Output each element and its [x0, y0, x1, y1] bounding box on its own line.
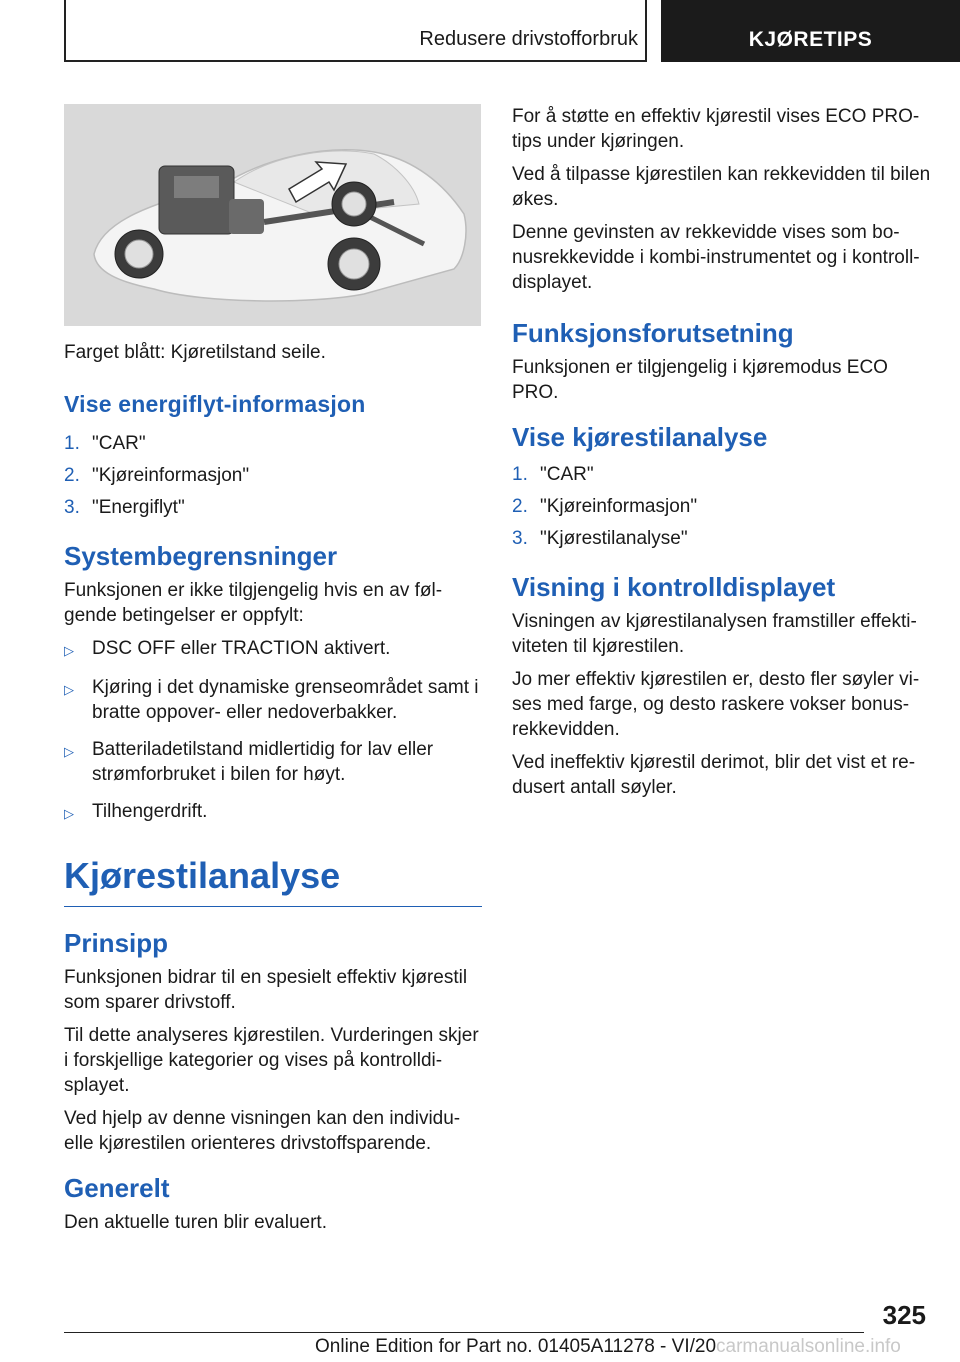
- triangle-bullet-icon: ▷: [64, 806, 74, 821]
- figure-caption: Farget blått: Kjøretilstand seile.: [64, 342, 326, 363]
- list-item: [64, 675, 482, 725]
- step-text: "Energiflyt": [92, 497, 185, 518]
- list-item: [64, 492, 482, 524]
- footer-edition: [315, 1336, 935, 1358]
- step-number: 3.: [512, 528, 528, 549]
- list-item: [512, 523, 932, 555]
- footer-divider: [64, 1332, 864, 1333]
- requirement-paragraph: Funksjonen er tilgjengelig i kjøremodus ECO PRO.: [512, 357, 888, 403]
- car-drivetrain-icon: [64, 104, 481, 326]
- left-column: [64, 104, 482, 1243]
- right-column: [512, 104, 932, 808]
- display-paragraph-1: Visningen av kjørestilanalysen framstiller effektiviteten til kjørestilen.: [512, 611, 917, 657]
- list-item-text: Batteriladetilstand midlertidig for lav eller strømforbruket i bilen for høyt.: [92, 739, 434, 785]
- principle-paragraph-2: Til dette analyseres kjørestilen. Vurderingen skjer i forskjellige kategorier og vises på kontrolldisplayet.: [64, 1025, 479, 1096]
- limits-heading: Systembegrensninger: [64, 541, 338, 571]
- display-paragraph-2: Jo mer effektiv kjørestilen er, desto fler søyler vises med farge, og desto raskere vokser bonusrekkevidden.: [512, 669, 920, 740]
- general-paragraph: Den aktuelle turen blir evaluert.: [64, 1212, 327, 1233]
- header-section-title: Redusere drivstofforbruk: [419, 28, 638, 50]
- step-text: "Kjøreinformasjon": [92, 465, 250, 486]
- triangle-bullet-icon: ▷: [64, 643, 74, 658]
- step-number: 3.: [64, 497, 80, 518]
- list-item: [64, 636, 482, 663]
- limits-intro: Funksjonen er ikke tilgjengelig hvis en av følgende betingelser er oppfylt:: [64, 580, 443, 626]
- list-item: [64, 799, 482, 826]
- watermark-text: carmanualsonline.info: [716, 1336, 901, 1357]
- step-text: "Kjøreinformasjon": [540, 496, 698, 517]
- show-analysis-steps: [512, 459, 932, 555]
- limits-list: [64, 636, 482, 826]
- list-item-text: DSC OFF eller TRACTION aktivert.: [92, 638, 391, 659]
- energy-flow-heading: Vise energiflyt-informasjon: [64, 391, 366, 417]
- list-item: [64, 428, 482, 460]
- header-chapter-tab: KJØRETIPS: [661, 0, 960, 62]
- principle-paragraph-1: Funksjonen bidrar til en spesielt effektiv kjørestil som sparer drivstoff.: [64, 967, 468, 1013]
- energy-flow-steps: [64, 428, 482, 524]
- step-text: "CAR": [92, 433, 146, 454]
- display-heading: Visning i kontrolldisplayet: [512, 572, 836, 602]
- step-number: 2.: [512, 496, 528, 517]
- list-item: [64, 737, 482, 787]
- principle-heading: Prinsipp: [64, 928, 169, 958]
- bonus-range-paragraph: Denne gevinsten av rekkevidde vises som bonusrekkevidde i kombi-instrumentet og i kontrolldisplayet.: [512, 222, 920, 293]
- general-heading: Generelt: [64, 1173, 170, 1203]
- triangle-bullet-icon: ▷: [64, 682, 74, 697]
- analysis-title: Kjørestilanalyse: [64, 854, 482, 907]
- list-item-text: Tilhengerdrift.: [92, 801, 208, 822]
- requirement-heading: Funksjonsforutsetning: [512, 318, 794, 348]
- show-analysis-heading: Vise kjørestilanalyse: [512, 422, 768, 452]
- step-number: 2.: [64, 465, 80, 486]
- step-number: 1.: [64, 433, 80, 454]
- triangle-bullet-icon: ▷: [64, 744, 74, 759]
- list-item: [64, 460, 482, 492]
- list-item: [512, 459, 932, 491]
- principle-paragraph-3: Ved hjelp av denne visningen kan den individuelle kjørestilen orienteres drivstoffsparende.: [64, 1108, 461, 1154]
- page-header: [64, 0, 960, 66]
- range-paragraph: Ved å tilpasse kjørestilen kan rekkevidden til bilen økes.: [512, 164, 931, 210]
- page-number: 325: [882, 1300, 926, 1330]
- display-paragraph-3: Ved ineffektiv kjørestil derimot, blir det vist et redusert antall søyler.: [512, 752, 916, 798]
- step-text: "Kjørestilanalyse": [540, 528, 688, 549]
- list-item: [512, 491, 932, 523]
- edition-text: Online Edition for Part no. 01405A11278 - VI/20: [315, 1336, 717, 1357]
- list-item-text: Kjøring i det dynamiske grenseområdet samt i bratte oppover- eller nedoverbakker.: [92, 677, 479, 723]
- eco-tips-paragraph: For å støtte en effektiv kjørestil vises ECO PRO-tips under kjøringen.: [512, 106, 920, 152]
- car-illustration: [64, 104, 481, 326]
- step-number: 1.: [512, 464, 528, 485]
- step-text: "CAR": [540, 464, 594, 485]
